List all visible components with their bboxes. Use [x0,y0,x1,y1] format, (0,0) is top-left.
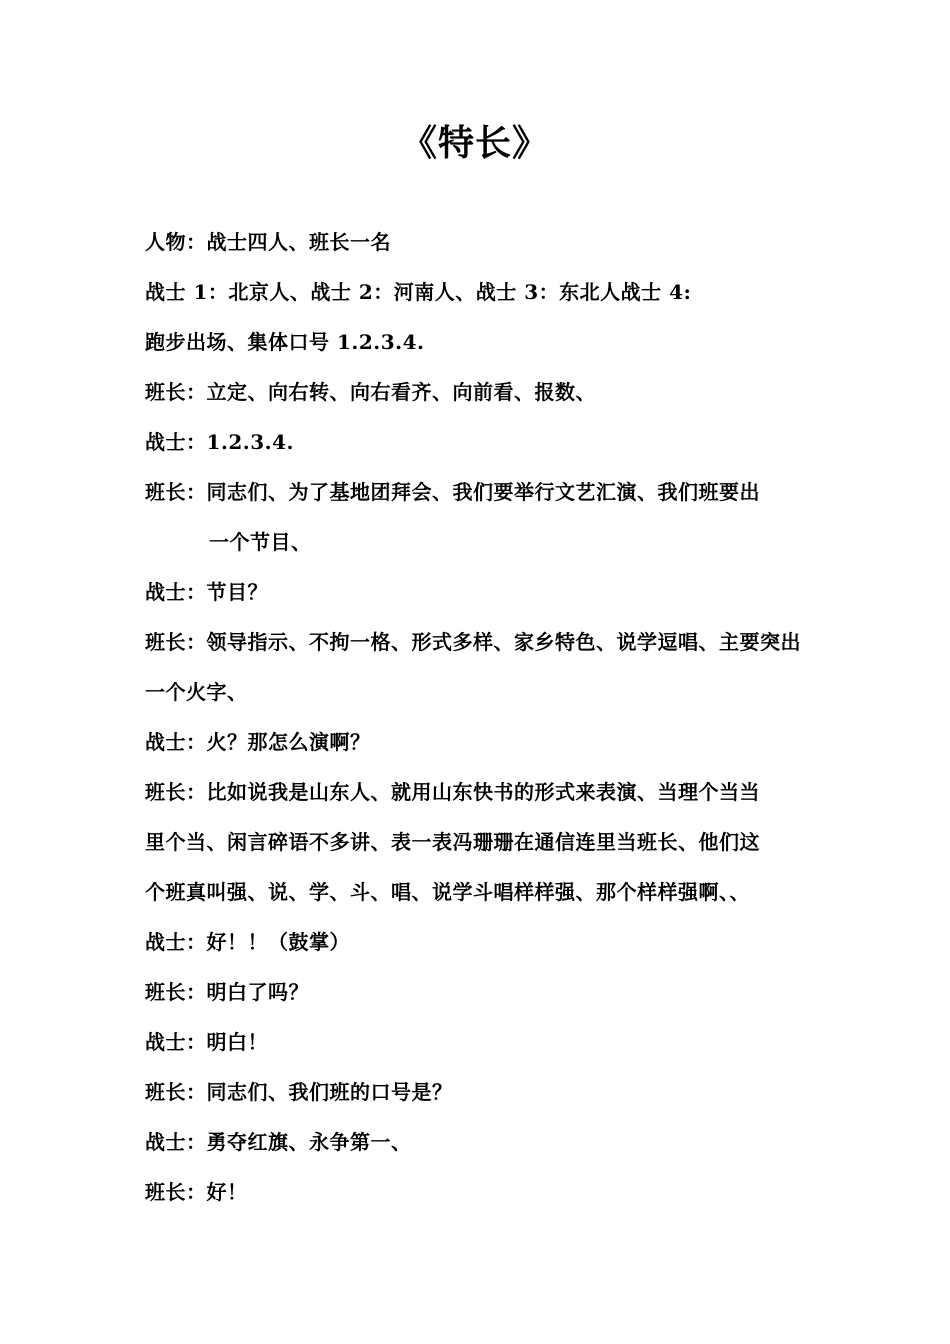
script-line: 战士：明白！ [145,1030,268,1054]
script-line-continuation: 里个当、闲言碎语不多讲、表一表冯珊珊在通信连里当班长、他们这 [145,830,760,854]
script-line: 跑步出场、集体口号 1.2.3.4. [145,330,425,354]
script-line: 班长：比如说我是山东人、就用山东快书的形式来表演、当理个当当 [145,780,760,804]
script-line: 班长：明白了吗？ [145,980,309,1004]
script-line: 战士 1：北京人、战士 2：河南人、战士 3：东北人战士 4: [145,280,692,304]
script-line: 班长：好！ [145,1180,248,1204]
script-line-continuation: 一个火字、 [145,680,248,704]
script-line: 人物：战士四人、班长一名 [145,230,391,254]
script-line-continuation: 一个节目、 [209,530,312,554]
script-line: 班长：领导指示、不拘一格、形式多样、家乡特色、说学逗唱、主要突出 [145,630,801,654]
document-title: 《特长》 [400,122,549,164]
script-line: 战士：1.2.3.4. [145,430,295,454]
script-line: 战士：火？那怎么演啊？ [145,730,371,754]
script-line: 战士：好！！（鼓掌） [145,930,350,954]
script-line: 班长：同志们、我们班的口号是？ [145,1080,453,1104]
script-line: 班长：立定、向右转、向右看齐、向前看、报数、 [145,380,596,404]
script-line: 班长：同志们、为了基地团拜会、我们要举行文艺汇演、我们班要出 [145,480,760,504]
script-line-continuation: 个班真叫强、说、学、斗、唱、说学斗唱样样强、那个样样强啊、、 [145,880,750,904]
script-line: 战士：勇夺红旗、永争第一、 [145,1130,412,1154]
script-body [145,222,825,1222]
script-line: 战士：节目？ [145,580,268,604]
